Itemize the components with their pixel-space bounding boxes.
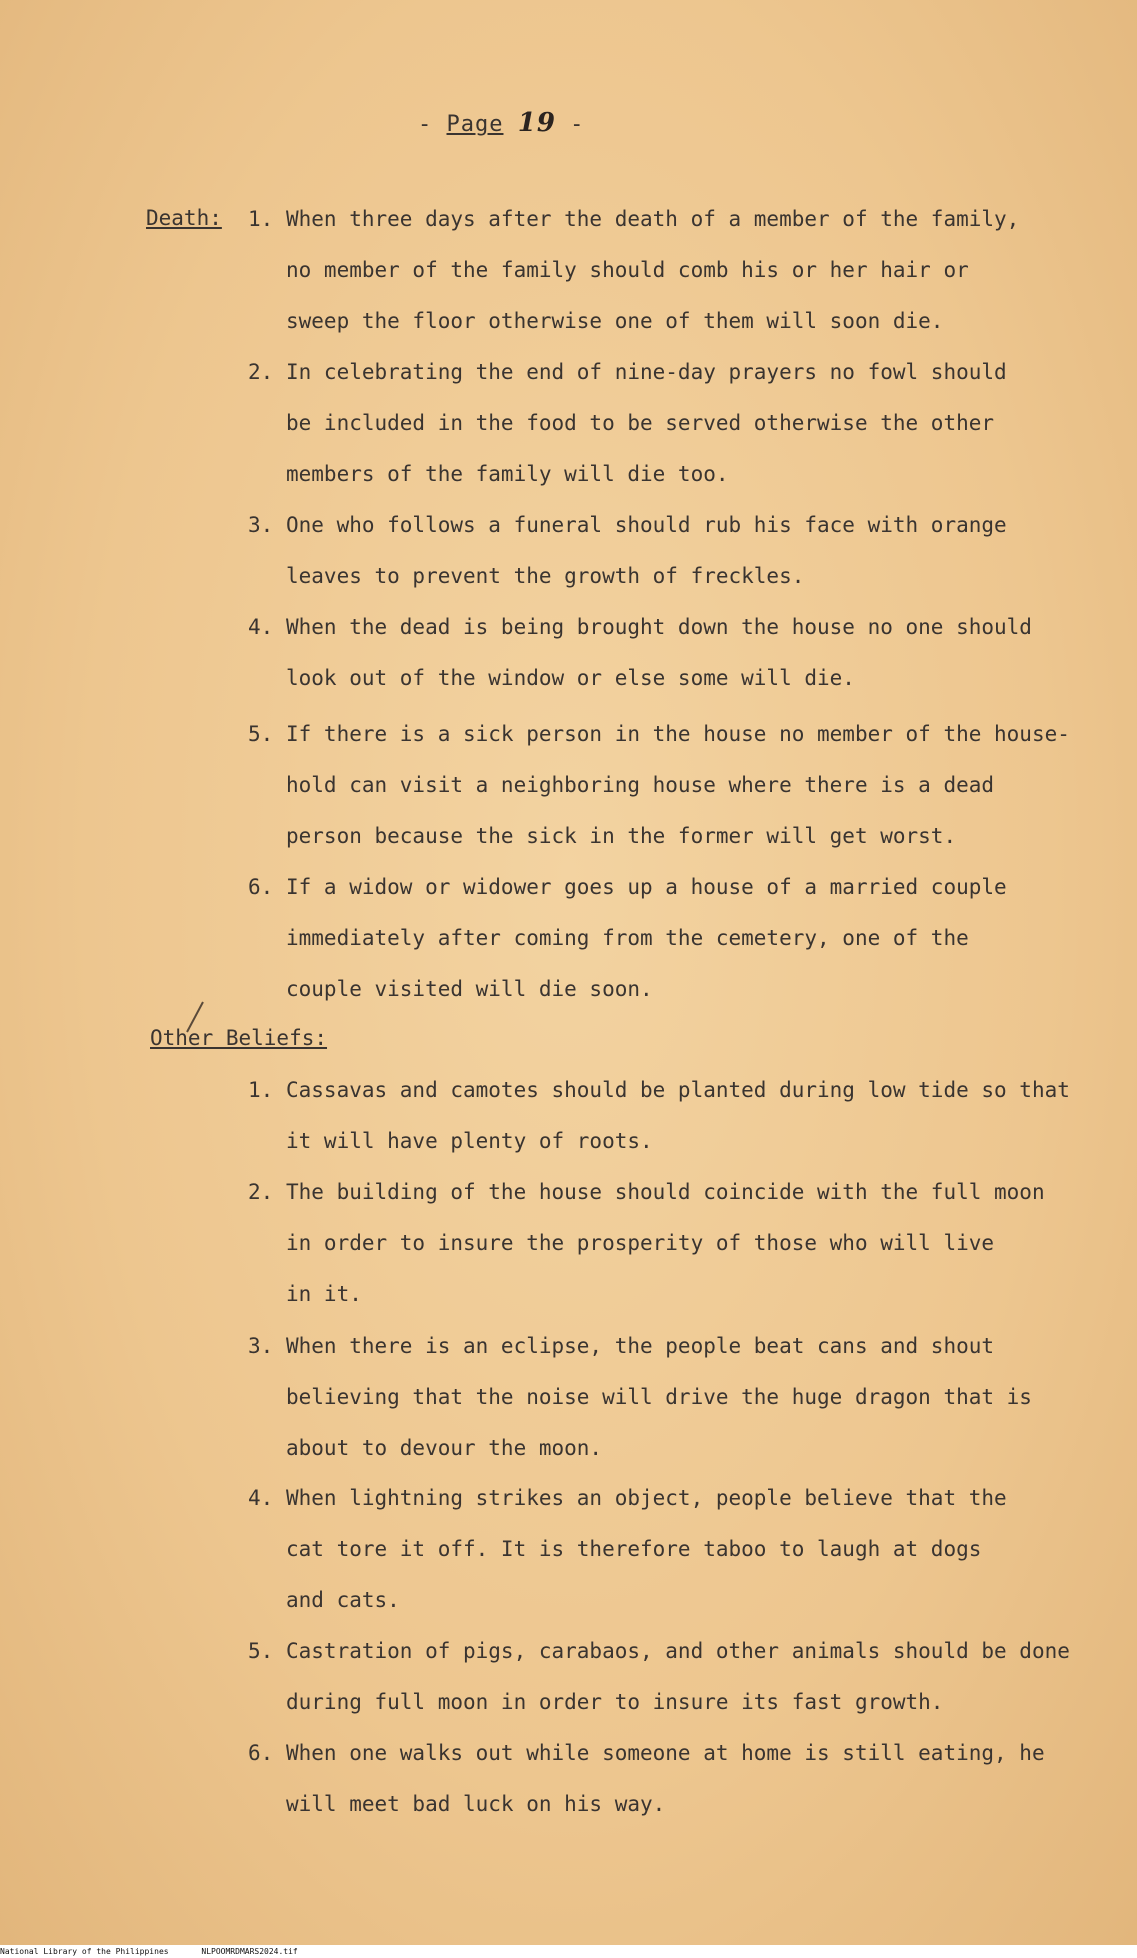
item-line: couple visited will die soon. — [286, 977, 653, 1001]
item-line: during full moon in order to insure its fast growth. — [286, 1690, 944, 1714]
item-line: leaves to prevent the growth of freckles. — [286, 564, 805, 588]
page-header-suffix: - — [555, 112, 585, 137]
item-line: about to devour the moon. — [286, 1436, 603, 1460]
footer-source: National Library of the Philippines — [0, 1947, 169, 1956]
page-header — [418, 108, 584, 138]
item-number: 3. — [248, 1334, 274, 1358]
item-line: If a widow or widower goes up a house of a married couple — [286, 875, 1007, 899]
item-line: look out of the window or else some will die. — [286, 666, 855, 690]
item-line: Cassavas and camotes should be planted during low tide so that — [286, 1078, 1070, 1102]
item-line: in it. — [286, 1282, 362, 1306]
section-label-other-beliefs: Other Beliefs: — [150, 1026, 328, 1050]
item-line: believing that the noise will drive the huge dragon that is — [286, 1385, 1032, 1409]
item-line: cat tore it off. It is therefore taboo to laugh at dogs — [286, 1537, 982, 1561]
item-line: When there is an eclipse, the people beat cans and shout — [286, 1334, 995, 1358]
belief-item-4 — [248, 1473, 1088, 1626]
item-number: 1. — [248, 207, 274, 231]
item-number: 4. — [248, 615, 274, 639]
belief-item-6 — [248, 1728, 1088, 1830]
item-line: person because the sick in the former will get worst. — [286, 824, 957, 848]
section-label-death: Death: — [146, 206, 222, 230]
item-number: 6. — [248, 1741, 274, 1765]
item-line: When lightning strikes an object, people believe that the — [286, 1486, 1007, 1510]
item-line: be included in the food to be served otherwise the other — [286, 411, 995, 435]
item-line: The building of the house should coincide with the full moon — [286, 1180, 1045, 1204]
item-number: 2. — [248, 1180, 274, 1204]
item-line: will meet bad luck on his way. — [286, 1792, 666, 1816]
belief-item-5 — [248, 1626, 1088, 1728]
item-line: it will have plenty of roots. — [286, 1129, 653, 1153]
item-number: 5. — [248, 722, 274, 746]
death-item-4 — [248, 602, 1088, 704]
item-number: 5. — [248, 1639, 274, 1663]
belief-item-3 — [248, 1321, 1088, 1474]
item-number: 2. — [248, 360, 274, 384]
scan-footer — [0, 1945, 1137, 1958]
item-line: One who follows a funeral should rub his face with orange — [286, 513, 1007, 537]
item-number: 3. — [248, 513, 274, 537]
death-item-3 — [248, 500, 1088, 602]
item-line: sweep the floor otherwise one of them will soon die. — [286, 309, 944, 333]
page-label: Page — [446, 112, 504, 137]
death-item-5 — [248, 709, 1088, 862]
item-number: 1. — [248, 1078, 274, 1102]
item-line: members of the family will die too. — [286, 462, 729, 486]
item-line: no member of the family should comb his or her hair or — [286, 258, 969, 282]
belief-item-1 — [248, 1065, 1088, 1167]
item-line: If there is a sick person in the house no member of the house- — [286, 722, 1070, 746]
item-line: In celebrating the end of nine-day prayers no fowl should — [286, 360, 1007, 384]
death-item-1 — [248, 194, 1088, 347]
item-line: When one walks out while someone at home is still eating, he — [286, 1741, 1045, 1765]
belief-item-2 — [248, 1167, 1088, 1320]
item-line: When the dead is being brought down the house no one should — [286, 615, 1032, 639]
item-line: Castration of pigs, carabaos, and other animals should be done — [286, 1639, 1070, 1663]
item-line: and cats. — [286, 1588, 400, 1612]
page-header-prefix: - — [418, 112, 447, 137]
item-number: 6. — [248, 875, 274, 899]
death-item-2 — [248, 347, 1088, 500]
page-number: 19 — [517, 108, 556, 138]
death-item-6 — [248, 862, 1088, 1015]
item-number: 4. — [248, 1486, 274, 1510]
footer-filename: NLPOOMRDMARS2024.tif — [201, 1947, 298, 1956]
item-line: hold can visit a neighboring house where there is a dead — [286, 773, 995, 797]
item-line: in order to insure the prosperity of those who will live — [286, 1231, 995, 1255]
item-line: immediately after coming from the cemetery, one of the — [286, 926, 969, 950]
item-line: When three days after the death of a member of the family, — [286, 207, 1020, 231]
